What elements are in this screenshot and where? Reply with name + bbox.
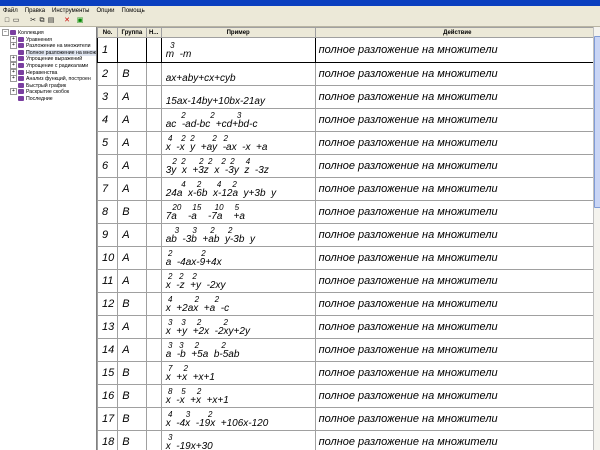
cell-group[interactable]: B — [118, 201, 146, 224]
cell-no[interactable]: 14 — [98, 339, 118, 362]
expression: 15ax-14by+10bx-21ay — [165, 95, 265, 107]
table-row[interactable] — [98, 362, 600, 385]
cell-no[interactable]: 12 — [98, 293, 118, 316]
menu-bar — [0, 6, 600, 16]
table-row[interactable] — [98, 63, 600, 86]
expand-toggle-icon[interactable]: + — [10, 62, 17, 69]
cell-example[interactable] — [161, 339, 315, 362]
exponents: 4 2 2 — [165, 294, 220, 304]
exponents: 3 — [165, 432, 173, 442]
tree-item-label: Упрощение с радикалами — [26, 62, 89, 69]
table-row[interactable] — [98, 201, 600, 224]
cell-group[interactable]: A — [118, 86, 146, 109]
cell-example[interactable] — [161, 201, 315, 224]
exponents: 3 3 2 2 — [165, 317, 228, 327]
cell-action[interactable]: полное разложение на множители — [315, 178, 599, 201]
cell-example[interactable] — [161, 316, 315, 339]
exponents: 4 2 2 2 2 — [165, 133, 228, 143]
cell-no[interactable]: 6 — [98, 155, 118, 178]
exponents: 2 2 — [165, 248, 206, 258]
cell-n[interactable] — [146, 316, 161, 339]
menu-file[interactable]: Файл — [3, 8, 18, 14]
cell-n[interactable] — [146, 132, 161, 155]
grid-header — [98, 28, 600, 38]
tree-item-label: Последние — [26, 95, 53, 102]
cell-example[interactable] — [161, 362, 315, 385]
cell-n[interactable] — [146, 178, 161, 201]
cell-n[interactable] — [146, 155, 161, 178]
cell-example[interactable] — [161, 408, 315, 431]
cell-n[interactable] — [146, 224, 161, 247]
cell-n[interactable] — [146, 408, 161, 431]
col-header-group[interactable]: Группа — [118, 28, 146, 38]
table-row[interactable] — [98, 270, 600, 293]
tree-item-label: Полное разложение на множ — [26, 49, 96, 56]
cell-action[interactable]: полное разложение на множители — [315, 109, 599, 132]
expression: ax+aby+cx+cyb — [165, 72, 236, 84]
cell-no[interactable]: 8 — [98, 201, 118, 224]
cell-no[interactable]: 3 — [98, 86, 118, 109]
expression: x -19x+30 — [165, 440, 213, 450]
table-row[interactable] — [98, 316, 600, 339]
expression: 24a x-6b x-12a y+3b y — [165, 187, 277, 199]
exponents: 2 2 2 — [165, 271, 197, 281]
cell-group[interactable]: A — [118, 178, 146, 201]
cell-no[interactable]: 17 — [98, 408, 118, 431]
cell-example[interactable] — [161, 178, 315, 201]
cell-action[interactable]: полное разложение на множители — [315, 247, 599, 270]
folder-icon — [18, 56, 24, 61]
cell-example[interactable] — [161, 155, 315, 178]
toolbar — [0, 16, 600, 27]
folder-icon — [18, 76, 24, 81]
cell-example[interactable] — [161, 38, 315, 63]
folder-icon — [18, 70, 24, 75]
cut-icon[interactable]: ✂ — [30, 17, 36, 24]
col-header-n[interactable]: Н... — [146, 28, 161, 38]
menu-tools[interactable]: Инструменты — [52, 8, 90, 14]
cell-group[interactable]: A — [118, 247, 146, 270]
exponents: 3 3 2 2 — [165, 225, 233, 235]
cell-n[interactable] — [146, 86, 161, 109]
cell-no[interactable]: 16 — [98, 385, 118, 408]
cell-no[interactable]: 11 — [98, 270, 118, 293]
expand-toggle-icon[interactable]: + — [10, 88, 17, 95]
cell-example[interactable] — [161, 431, 315, 450]
table-row[interactable] — [98, 224, 600, 247]
expression: ab -3b +ab y-3b y — [165, 233, 255, 245]
table-row[interactable] — [98, 339, 600, 362]
table-row[interactable] — [98, 38, 600, 63]
cell-example[interactable] — [161, 247, 315, 270]
tree-item-label: Быстрый график — [26, 82, 67, 89]
new-icon[interactable]: □ — [4, 17, 10, 24]
cell-group[interactable]: B — [118, 63, 146, 86]
expression: x +x +x+1 — [165, 371, 215, 383]
cell-example[interactable] — [161, 224, 315, 247]
cell-no[interactable]: 7 — [98, 178, 118, 201]
cell-no[interactable]: 1 — [98, 38, 118, 63]
scrollbar-thumb[interactable] — [594, 36, 600, 208]
exponents: 3 — [165, 40, 175, 50]
cell-example[interactable] — [161, 385, 315, 408]
cell-group[interactable]: A — [118, 132, 146, 155]
table-row[interactable] — [98, 155, 600, 178]
folder-icon — [18, 37, 24, 42]
expand-toggle-icon[interactable]: + — [10, 75, 17, 82]
table-row[interactable] — [98, 178, 600, 201]
examples-grid — [97, 27, 600, 450]
cell-n[interactable] — [146, 38, 161, 63]
tree-item-label: Коллекция — [18, 29, 44, 36]
cell-action[interactable]: полное разложение на множители — [315, 339, 599, 362]
cell-n[interactable] — [146, 247, 161, 270]
cell-action[interactable]: полное разложение на множители — [315, 362, 599, 385]
expression: x +2ax +a -c — [165, 302, 230, 314]
cell-n[interactable] — [146, 109, 161, 132]
expand-toggle-icon[interactable]: + — [10, 55, 17, 62]
cell-n[interactable] — [146, 201, 161, 224]
cell-no[interactable]: 9 — [98, 224, 118, 247]
table-row[interactable] — [98, 431, 600, 450]
cell-no[interactable]: 5 — [98, 132, 118, 155]
delete-icon[interactable]: ✕ — [64, 17, 70, 24]
cell-action[interactable]: полное разложение на множители — [315, 224, 599, 247]
expression: 3y x +3z x -3y z -3z — [165, 164, 269, 176]
cell-example[interactable] — [161, 109, 315, 132]
cell-n[interactable] — [146, 339, 161, 362]
cell-no[interactable]: 18 — [98, 431, 118, 450]
col-header-example[interactable]: Пример — [161, 28, 315, 38]
folder-icon — [18, 96, 24, 101]
exponents: 3 3 2 2 — [165, 340, 226, 350]
table-row[interactable] — [98, 408, 600, 431]
cell-group[interactable]: A — [118, 339, 146, 362]
expression: m -m — [165, 48, 192, 60]
menu-help[interactable]: Помощь — [121, 8, 145, 14]
cell-group[interactable]: B — [118, 431, 146, 450]
expression: x -4x -19x +106x-120 — [165, 417, 269, 429]
exponents: 2 2 2 2 2 2 4 — [165, 156, 251, 166]
tree-item[interactable] — [10, 95, 53, 102]
cell-action[interactable]: полное разложение на множители — [315, 86, 599, 109]
cell-action[interactable]: полное разложение на множители — [315, 132, 599, 155]
cell-n[interactable] — [146, 270, 161, 293]
expression: a -b +5a b-5ab — [165, 348, 240, 360]
folder-icon — [18, 83, 24, 88]
expand-toggle-icon[interactable]: + — [10, 69, 17, 76]
cell-example[interactable] — [161, 293, 315, 316]
cell-action[interactable]: полное разложение на множители — [315, 63, 599, 86]
col-header-action[interactable]: Действие — [315, 28, 599, 38]
tree-item-label: Уравнения — [26, 36, 52, 43]
cell-example[interactable] — [161, 86, 315, 109]
copy-icon[interactable]: ⧉ — [39, 17, 45, 24]
cell-group[interactable]: B — [118, 293, 146, 316]
folder-icon — [18, 89, 24, 94]
expression: a -4ax-9+4x — [165, 256, 222, 268]
paste-icon[interactable]: ▤ — [47, 17, 55, 24]
cell-group[interactable]: A — [118, 109, 146, 132]
expand-toggle-icon[interactable]: + — [10, 36, 17, 43]
table-row[interactable] — [98, 247, 600, 270]
cell-action[interactable]: полное разложение на множители — [315, 316, 599, 339]
cell-action[interactable]: полное разложение на множители — [315, 385, 599, 408]
tree-item-label: Упрощение выражений — [26, 56, 83, 63]
folder-icon — [10, 30, 16, 35]
cell-group[interactable]: A — [118, 224, 146, 247]
expand-toggle-icon[interactable]: − — [2, 29, 9, 36]
cell-no[interactable]: 2 — [98, 63, 118, 86]
expand-toggle-icon[interactable]: + — [10, 42, 17, 49]
tree-item-label: Раскрытие скобок — [26, 89, 70, 96]
cell-n[interactable] — [146, 385, 161, 408]
cell-n[interactable] — [146, 362, 161, 385]
folder-icon — [18, 50, 24, 55]
exponents: 20 15 10 5 — [165, 202, 240, 212]
table-row[interactable] — [98, 109, 600, 132]
tree-item-label: Разложение на множители — [26, 43, 91, 50]
folder-icon — [18, 43, 24, 48]
cell-no[interactable]: 4 — [98, 109, 118, 132]
expression: 7a -a -7a +a — [165, 210, 245, 222]
cell-action[interactable]: полное разложение на множители — [315, 270, 599, 293]
cell-n[interactable] — [146, 63, 161, 86]
cell-action[interactable]: полное разложение на множители — [315, 408, 599, 431]
table-row[interactable] — [98, 86, 600, 109]
menu-options[interactable]: Опции — [96, 8, 115, 14]
cell-group[interactable]: A — [118, 270, 146, 293]
col-header-no[interactable]: No. — [98, 28, 118, 38]
cell-action[interactable]: полное разложение на множители — [315, 201, 599, 224]
cell-action[interactable]: полное разложение на множители — [315, 293, 599, 316]
cell-action[interactable]: полное разложение на множители — [315, 431, 599, 450]
expression: x -x +x +x+1 — [165, 394, 229, 406]
menu-edit[interactable]: Правка — [24, 8, 46, 14]
exponents: 4 2 4 2 — [165, 179, 237, 189]
exponents: 2 2 3 — [165, 110, 242, 120]
print-icon[interactable]: ▣ — [76, 17, 84, 24]
table-row[interactable] — [98, 293, 600, 316]
expression: x +y +2x -2xy+2y — [165, 325, 250, 337]
expression: x -x y +ay -ax -x +a — [165, 141, 268, 153]
exponents: 7 2 — [165, 363, 188, 373]
cell-action[interactable]: полное разложение на множители — [315, 155, 599, 178]
cell-group[interactable]: A — [118, 155, 146, 178]
cell-group[interactable]: B — [118, 408, 146, 431]
cell-group[interactable]: B — [118, 362, 146, 385]
tree-item-label: Неравенства — [26, 69, 58, 76]
cell-no[interactable]: 10 — [98, 247, 118, 270]
expression: ac -ad-bc +cd+bd-c — [165, 118, 258, 130]
cell-group[interactable] — [118, 38, 146, 63]
cell-action[interactable]: полное разложение на множители — [315, 38, 599, 63]
expression: x -z +y -2xy — [165, 279, 226, 291]
collection-tree — [0, 27, 97, 450]
table-row[interactable] — [98, 132, 600, 155]
cell-example[interactable] — [161, 270, 315, 293]
cell-n[interactable] — [146, 293, 161, 316]
cell-group[interactable]: B — [118, 385, 146, 408]
cell-example[interactable] — [161, 63, 315, 86]
table-row[interactable] — [98, 385, 600, 408]
folder-icon — [18, 63, 24, 68]
open-icon[interactable]: ▭ — [12, 17, 20, 24]
exponents: 8 5 2 — [165, 386, 202, 396]
cell-no[interactable]: 15 — [98, 362, 118, 385]
cell-no[interactable]: 13 — [98, 316, 118, 339]
tree-item-label: Анализ функций, построен — [26, 76, 91, 83]
cell-example[interactable] — [161, 132, 315, 155]
exponents: 4 3 2 — [165, 409, 213, 419]
cell-n[interactable] — [146, 431, 161, 450]
cell-group[interactable]: A — [118, 316, 146, 339]
